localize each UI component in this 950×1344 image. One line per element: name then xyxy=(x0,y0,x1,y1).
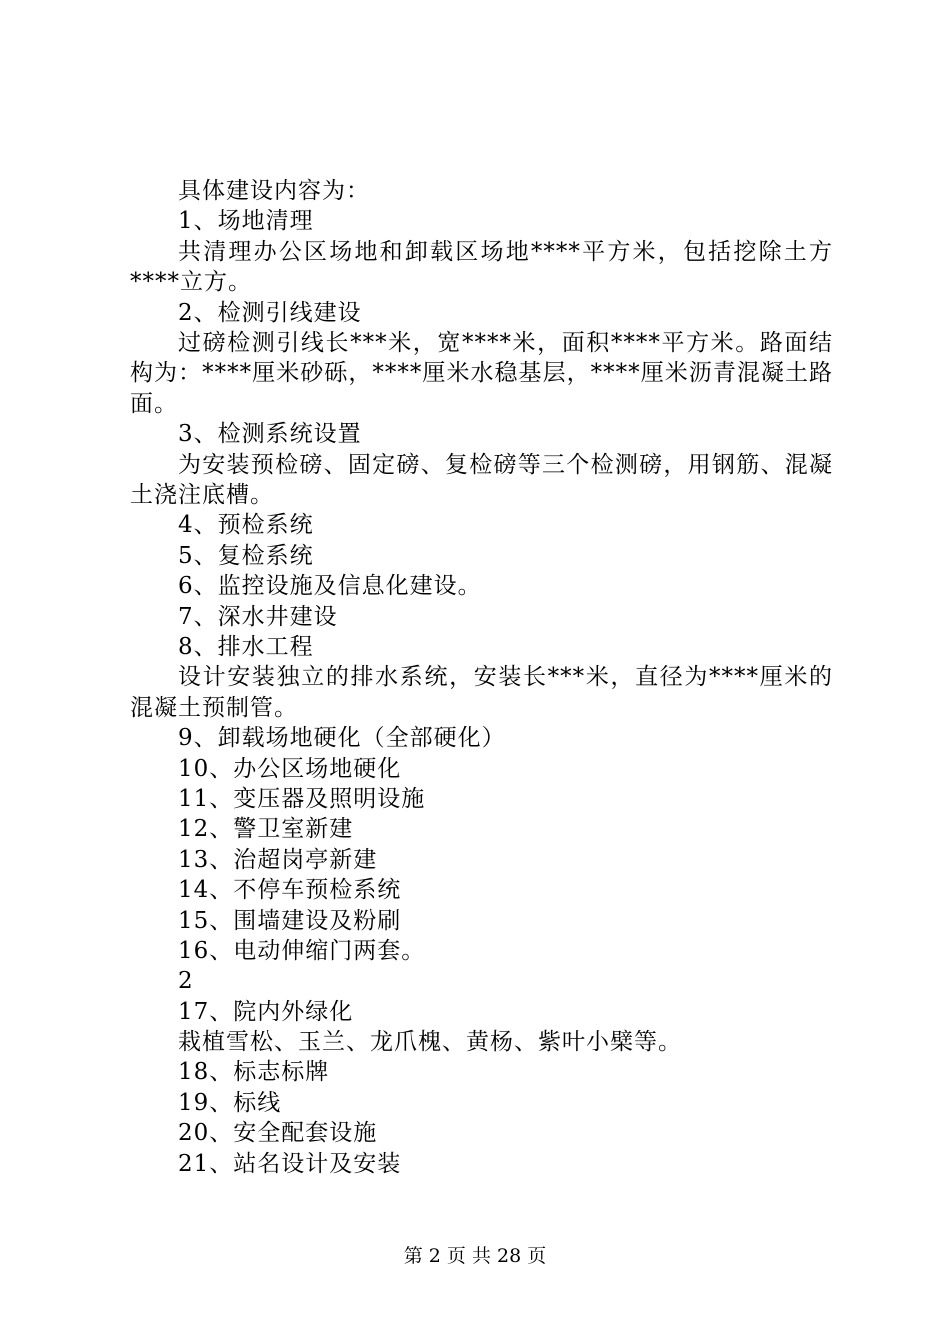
item-detail: 栽植雪松、玉兰、龙爪槐、黄杨、紫叶小檗等。 xyxy=(178,1029,682,1056)
item-heading: 2、检测引线建设 xyxy=(178,299,362,326)
item-heading: 11、变压器及照明设施 xyxy=(178,785,426,812)
item-heading: 17、院内外绿化 xyxy=(178,998,354,1025)
stray-page-number: 2 xyxy=(178,968,194,995)
item-paragraph: 共清理办公区场地和卸载区场地****平方米，包括挖除土方****立方。 xyxy=(130,238,833,296)
item-heading: 20、安全配套设施 xyxy=(178,1120,378,1147)
item-heading: 18、标志标牌 xyxy=(178,1059,330,1086)
section-intro: 具体建设内容为： xyxy=(178,178,370,204)
item-heading: 3、检测系统设置 xyxy=(178,421,362,448)
item-heading: 12、警卫室新建 xyxy=(178,816,354,843)
item-heading: 16、电动伸缩门两套。 xyxy=(178,937,426,964)
item-paragraph: 为安装预检磅、固定磅、复检磅等三个检测磅，用钢筋、混凝土浇注底槽。 xyxy=(130,451,833,508)
item-heading: 19、标线 xyxy=(178,1089,282,1116)
item-paragraph: 设计安装独立的排水系统，安装长***米，直径为****厘米的混凝土预制管。 xyxy=(130,664,833,721)
item-heading: 9、卸载场地硬化（全部硬化） xyxy=(178,725,506,752)
item-heading: 7、深水井建设 xyxy=(178,603,338,630)
item-heading: 4、预检系统 xyxy=(178,512,314,539)
document-body xyxy=(130,176,833,1179)
item-heading: 5、复检系统 xyxy=(178,542,314,569)
item-heading: 8、排水工程 xyxy=(178,633,314,660)
page-footer: 第 2 页 共 28 页 xyxy=(403,1245,547,1267)
item-heading: 15、围墙建设及粉刷 xyxy=(178,907,402,934)
item-heading: 1、场地清理 xyxy=(178,208,314,235)
item-heading: 10、办公区场地硬化 xyxy=(178,755,402,782)
item-heading: 21、站名设计及安装 xyxy=(178,1150,402,1177)
item-heading: 14、不停车预检系统 xyxy=(178,877,402,904)
item-paragraph: 过磅检测引线长***米，宽****米，面积****平方米。路面结构为：****厘米砂砾，****厘米水稳基层，****厘米沥青混凝土路面。 xyxy=(130,329,833,417)
item-heading: 6、监控设施及信息化建设。 xyxy=(178,573,482,600)
item-heading: 13、治超岗亭新建 xyxy=(178,846,378,873)
